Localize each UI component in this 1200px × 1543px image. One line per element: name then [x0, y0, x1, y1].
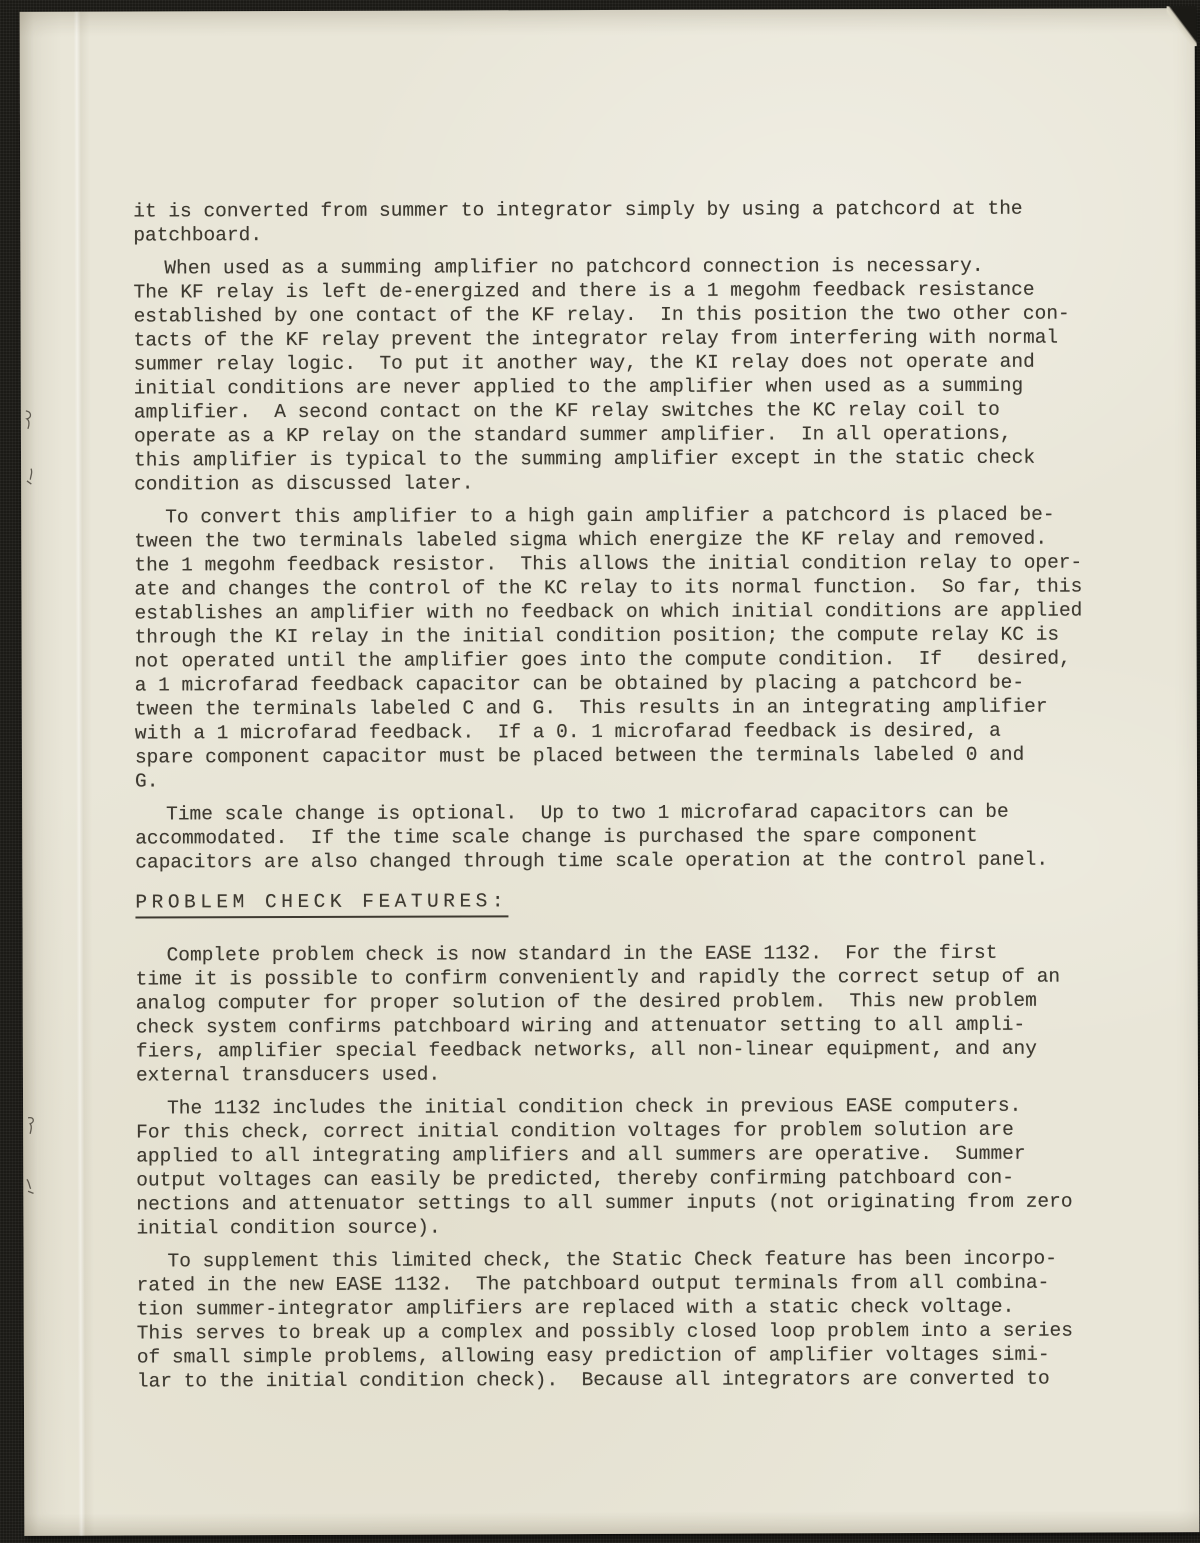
paragraph: To convert this amplifier to a high gain amplifier a patchcord is placed be- tween the two terminals labeled sigma which energize the KF relay and removed. the 1 megohm feedback resistor. This allows the initial condition relay to oper- ate and changes the control of the KC relay to its normal function. So far, this establishes an amplifier with no feedback on which initial conditions are applied through the KI relay in the initial condition position; the compute relay KC is not operated until the amplifier goes into the compute condition. If desired, a 1 microfarad feedback capacitor can be obtained by placing a patchcord be- tween the terminals labeled C and G. This results in an integrating amplifier with a 1 microfarad feedback. If a 0. 1 microfarad feedback is desired, a spare component capacitor must be placed between the terminals labeled 0 and G. — [134, 503, 1083, 793]
paragraph: The 1132 includes the initial condition check in previous EASE computers. For this check, correct initial condition voltages for problem solution are applied to all integrating amplifiers and all summers are operative. Summer output voltages can easily be predicted, thereby confirming patchboard con- nections and attenuator settings to all summer inputs (not originating from zero initial condition source). — [136, 1094, 1073, 1240]
section-heading — [135, 887, 1135, 918]
binding-mark-icon — [26, 1116, 36, 1136]
paragraph: To supplement this limited check, the Static Check feature has been incorpo- rated in the new EASE 1132. The patchboard output terminals from all combina- tion summer-integrator amplifiers are replaced with a static check voltage. This serves to break up a complex and possibly closed loop problem into a series of small simple problems, allowing easy prediction of amplifier voltages simi- lar to the initial condition check). Because all integrators are converted to — [136, 1247, 1073, 1393]
binding-mark-icon — [24, 1177, 37, 1196]
binding-mark-icon — [24, 410, 34, 430]
paragraph: Time scale change is optional. Up to two 1 microfarad capacitors can be accommodated. If the time scale change is purchased the spare component capacitors are also changed through time scale operation at the control panel. — [135, 800, 1049, 874]
page-text — [133, 196, 1137, 1402]
corner-fold — [1167, 6, 1197, 46]
binding-mark-icon — [24, 467, 38, 487]
paragraph: When used as a summing amplifier no patchcord connection is necessary. The KF relay is left de-energized and there is a 1 megohm feedback resistance established by one contact of the KF relay. In this position the two other con- tacts of the KF relay prevent the integrator relay from interfering with normal summer relay logic. To put it another way, the KI relay does not operate and initial conditions are never applied to the amplifier when used as a summing amplifier. A second contact on the KF relay switches the KC relay coil to operate as a KP relay on the standard summer amplifier. In all operations, this amplifier is typical to the summing amplifier except in the static check condition as discussed later. — [133, 254, 1070, 496]
paragraph: it is converted from summer to integrator simply by using a patchcord at the patchboard. — [133, 197, 1023, 247]
scanned-page — [20, 8, 1200, 1536]
paragraph: Complete problem check is now standard in the EASE 1132. For the first time it is possible to confirm conveniently and rapidly the correct setup of an analog computer for proper solution of the desired problem. This new problem check system confirms patchboard wiring and attenuator setting to all ampli- fiers, amplifier special feedback networks, all non-linear equipment, and any external transducers used. — [135, 941, 1061, 1087]
section-heading-text: PROBLEM CHECK FEATURES: — [135, 889, 508, 918]
